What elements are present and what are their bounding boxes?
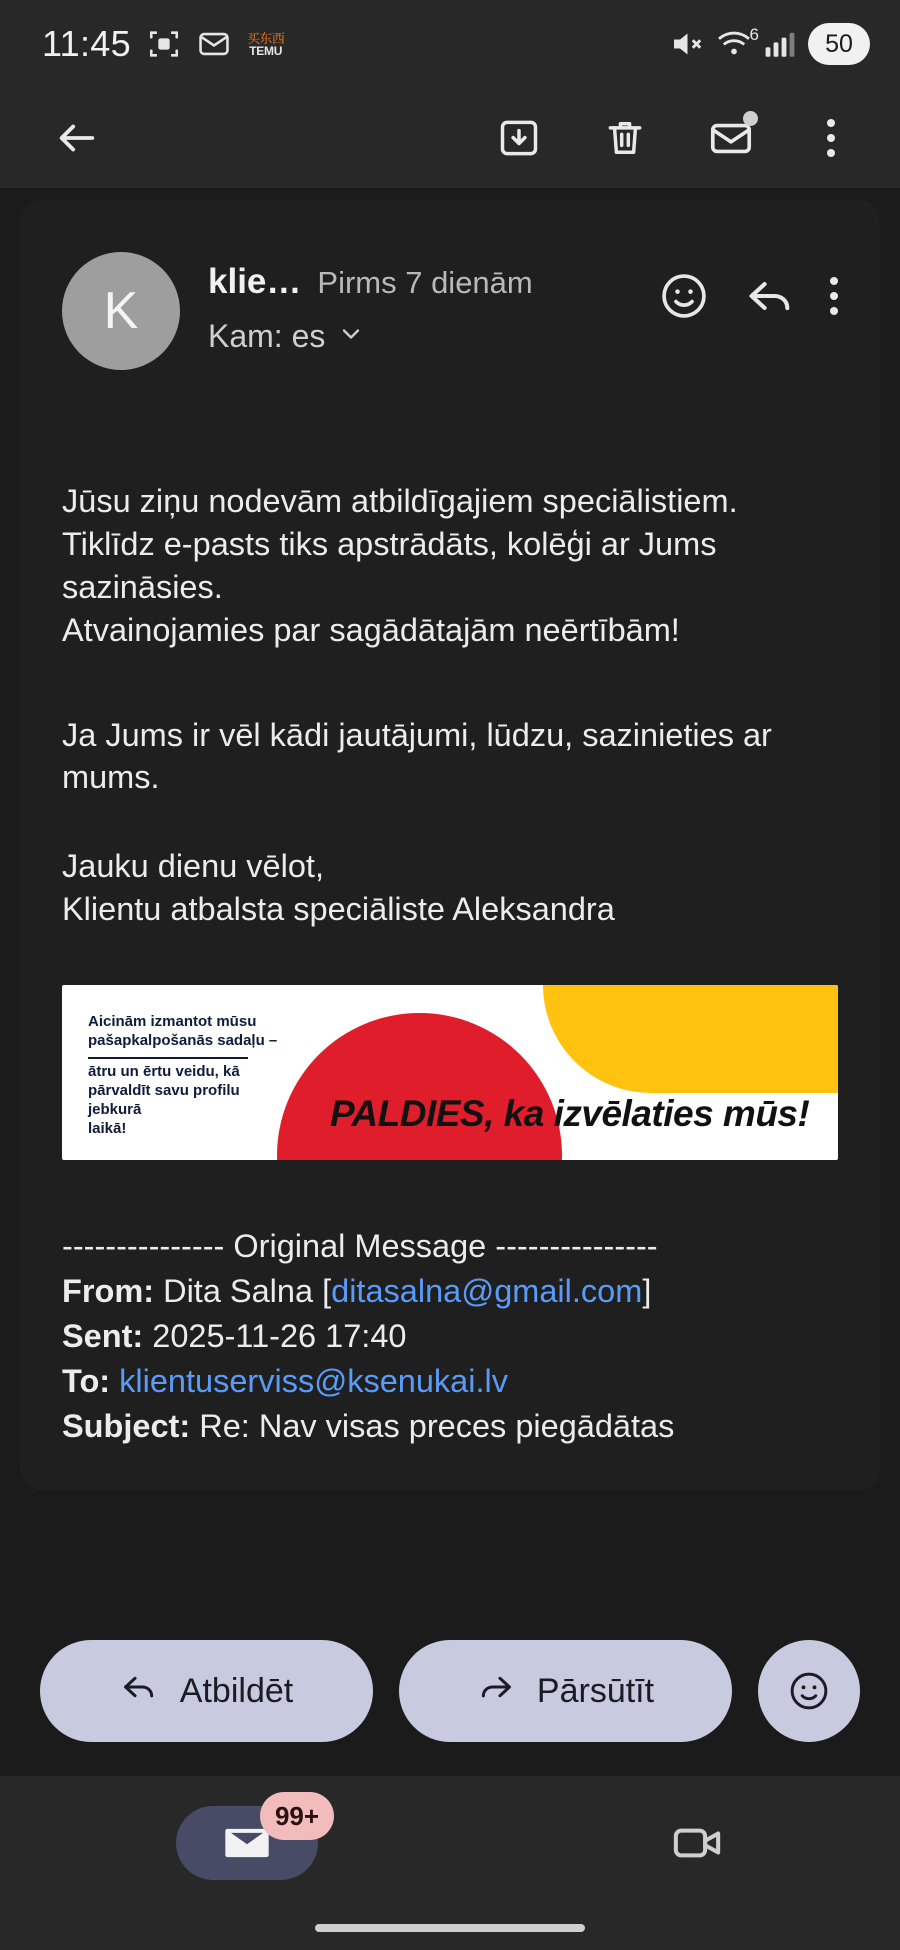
- recipient-row[interactable]: [208, 318, 658, 355]
- status-bar: [0, 0, 900, 88]
- reply-button[interactable]: [40, 1640, 373, 1742]
- banner-text-line: ātru un ērtu veidu, kā: [88, 1062, 240, 1080]
- sender-row: [208, 262, 658, 302]
- body-line: mums.: [62, 759, 160, 796]
- reply-icon[interactable]: [744, 270, 796, 322]
- kebab-icon: [830, 277, 838, 315]
- gesture-bar[interactable]: [0, 1906, 900, 1950]
- back-button[interactable]: [38, 99, 116, 177]
- original-subject-row: [62, 1404, 838, 1449]
- wifi-icon: [716, 25, 759, 59]
- status-time: 11:45: [42, 23, 131, 64]
- body-spacer: [62, 799, 838, 845]
- from-email-link[interactable]: ditasalna@gmail.com: [331, 1272, 643, 1309]
- from-label: From:: [62, 1272, 155, 1309]
- body-line: Tiklīdz e-pasts tiks apstrādāts, kolēģi ar Jums: [62, 525, 717, 562]
- mail-unread-badge: 99+: [260, 1792, 334, 1840]
- body-line: sazināsies.: [62, 568, 223, 605]
- body-spacer: [62, 652, 838, 714]
- temu-top-text: 买东西: [246, 30, 285, 46]
- from-value: Dita Salna [: [163, 1272, 332, 1309]
- bottom-navigation: [0, 1776, 900, 1906]
- screenshot-icon: [147, 27, 181, 61]
- banner-headline: PALDIES, ka izvēlaties mūs!: [330, 1093, 810, 1135]
- sender-block: [180, 252, 658, 355]
- subject-value: Re: Nav visas preces piegādātas: [199, 1407, 675, 1444]
- app-toolbar: [0, 88, 900, 188]
- banner-text-line: pārvaldīt savu profilu jebkurā: [88, 1081, 240, 1118]
- mark-unread-button[interactable]: [692, 99, 770, 177]
- nav-item-meet[interactable]: [670, 1816, 724, 1870]
- archive-button[interactable]: [480, 99, 558, 177]
- body-line: Jūsu ziņu nodevām atbildīgajiem speciālistiem.: [62, 483, 738, 519]
- banner-text-line: Aicinām izmantot mūsu: [88, 1013, 257, 1031]
- mail-icon: [197, 27, 231, 61]
- wifi-generation-label: 6: [749, 25, 759, 44]
- reply-arrow-icon: [120, 1668, 158, 1715]
- status-bar-right: [668, 23, 870, 65]
- temu-icon: [247, 32, 285, 57]
- video-camera-icon[interactable]: [670, 1816, 724, 1870]
- avatar: K: [62, 252, 180, 370]
- reply-action-bar: [0, 1606, 900, 1776]
- status-bar-left: [42, 23, 284, 65]
- message-more-options-icon[interactable]: [830, 277, 838, 315]
- message-scroll-area[interactable]: [0, 188, 900, 1606]
- nav-item-mail[interactable]: [176, 1800, 320, 1880]
- sender-name[interactable]: klie…: [208, 262, 302, 301]
- forward-button-label: Pārsūtīt: [536, 1671, 655, 1710]
- recipient-label: Kam: es: [208, 318, 326, 354]
- promo-banner-image: [62, 985, 838, 1160]
- volume-mute-icon: [668, 26, 704, 62]
- temu-label: TEMU: [249, 43, 283, 58]
- delete-button[interactable]: [586, 99, 664, 177]
- sent-label: Sent:: [62, 1317, 144, 1354]
- unread-dot-icon: [743, 111, 758, 126]
- reply-button-label: Atbildēt: [179, 1671, 294, 1710]
- cellular-signal-icon: [764, 29, 796, 59]
- chevron-down-icon[interactable]: [337, 320, 365, 353]
- original-message-separator: --------------- Original Message ---------------: [62, 1228, 658, 1265]
- banner-text-line: laikā!: [88, 1119, 127, 1137]
- original-sent-row: [62, 1314, 838, 1359]
- body-line: Klientu atbalsta speciāliste Aleksandra: [62, 891, 615, 928]
- banner-red-circle: [277, 1013, 562, 1160]
- add-reaction-icon[interactable]: [658, 270, 710, 322]
- banner-left-text: [88, 1013, 278, 1138]
- subject-label: Subject:: [62, 1407, 191, 1444]
- forward-arrow-icon: [477, 1668, 515, 1715]
- message-actions: [658, 252, 838, 322]
- from-bracket-close: ]: [642, 1272, 652, 1309]
- body-line: Ja Jums ir vēl kādi jautājumi, lūdzu, sazinieties ar: [62, 716, 772, 753]
- kebab-icon: [827, 119, 835, 157]
- gesture-handle[interactable]: [315, 1924, 585, 1932]
- more-options-button[interactable]: [792, 99, 870, 177]
- battery-indicator: 50: [808, 23, 870, 65]
- message-header: [62, 200, 838, 370]
- to-label: To:: [62, 1362, 111, 1399]
- emoji-reaction-button[interactable]: [758, 1640, 860, 1742]
- body-line: Atvainojamies par sagādātajām neērtībām!: [62, 611, 680, 648]
- original-to-row: [62, 1359, 838, 1404]
- sent-value: 2025-11-26 17:40: [152, 1317, 407, 1354]
- original-from-row: [62, 1269, 838, 1314]
- body-line: Jauku dienu vēlot,: [62, 848, 324, 885]
- original-message-block: [62, 1224, 838, 1448]
- banner-text-line: pašapkalpošanās sadaļu –: [88, 1032, 278, 1050]
- banner-divider: [88, 1057, 248, 1059]
- message-card: [20, 200, 880, 1490]
- to-email-link[interactable]: klientuserviss@ksenukai.lv: [119, 1362, 508, 1399]
- message-time: Pirms 7 dienām: [317, 265, 533, 300]
- message-body: [62, 480, 838, 931]
- banner-yellow-shape: [543, 985, 838, 1093]
- forward-button[interactable]: [399, 1640, 732, 1742]
